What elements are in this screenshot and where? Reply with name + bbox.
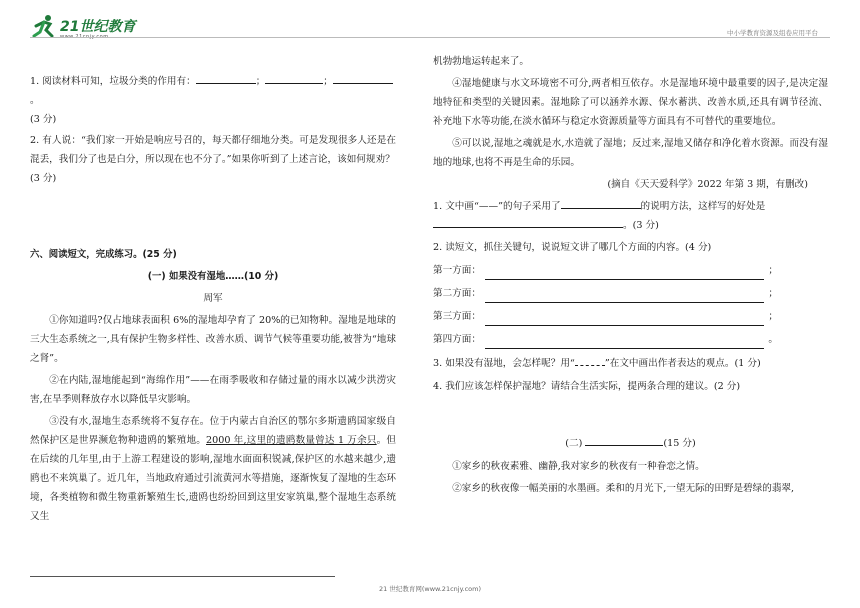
r-question-1: 1. 文中画“——”的句子采用了 的说明方法，这样写的好处是 <box>433 197 828 216</box>
section-6-heading: 六、阅读短文，完成练习。(25 分) <box>30 249 177 260</box>
aspect-row-4: 第四方面： 。 <box>433 329 828 349</box>
right-column <box>433 52 828 498</box>
footnote-divider <box>30 576 335 577</box>
aspect-row-1: 第一方面： ； <box>433 260 828 280</box>
passage-2-sentence-2: ②家乡的秋夜像一幅美丽的水墨画。柔和的月光下,一望无际的田野是碧绿的翡翠, <box>452 483 795 494</box>
header-divider <box>30 37 830 38</box>
passage-1-source: (摘自《天天爱科学》2022 年第 3 期，有删改) <box>607 179 808 190</box>
header-platform-name: 中小学教育资源及组卷应用平台 <box>727 29 818 37</box>
paragraph-3-continued: 机勃勃地运转起来了。 <box>433 56 529 67</box>
r-question-2: 2. 读短文，抓住关键句，说说短文讲了哪几个方面的内容。(4 分) <box>433 242 712 253</box>
paragraph-5: ⑤可以说,湿地之魂就是水,水造就了湿地；反过来,湿地又储存和净化着水资源。而没有湿地的地球,也将不再是生命的乐园。 <box>433 138 828 168</box>
passage-1-author: 周军 <box>203 293 223 304</box>
passage-2-sentence-1: ①家乡的秋夜素雅、幽静,我对家乡的秋夜有一种眷恋之情。 <box>452 461 705 472</box>
aspect-row-2: 第二方面： ； <box>433 283 828 303</box>
underlined-sentence: 2000 年,这里的遗鸥数量曾达 1 万余只 <box>206 435 377 446</box>
question-2: 2. 有人说：“我们家一开始是响应号召的，每天都仔细地分类。可是发现很多人还是在混丢，我们分了也是白分，所以现在也不分了。”如果你听到了上述言论，该如何规劝？ <box>30 135 396 165</box>
paragraph-4: ④湿地健康与水文环境密不可分,两者相互依存。水是湿地环境中最重要的因子,是决定湿地特征和类型的关键因素。湿地除了可以涵养水源、保水蓄洪、改善水质,还具有调节径流、补充地下水等功能,在淡水循环与稳定水资源质量等方面具有不可替代的重要地位。 <box>433 78 828 127</box>
answer-line[interactable] <box>485 267 764 280</box>
logo-text: 21世纪教育 <box>60 19 136 35</box>
passage-2-title: (二) (15 分) <box>433 434 828 453</box>
title-blank[interactable] <box>585 434 663 446</box>
answer-blank[interactable] <box>333 72 393 84</box>
question-2-score: (3 分) <box>30 173 57 184</box>
paragraph-1: ①你知道吗?仅占地球表面积 6%的湿地却孕育了 20%的已知物种。湿地是地球的三大生态系统之一,具有保护生物多样性、改善水质、调节气候等重要功能,被誉为“地球之肾”。 <box>30 315 396 364</box>
paragraph-2: ②在内陆,湿地能起到“海绵作用”——在雨季吸收和存储过量的雨水以减少洪涝灾害,在旱季则释放存水以降低旱灾影响。 <box>30 375 396 405</box>
answer-line[interactable] <box>485 313 764 326</box>
answer-blank[interactable] <box>561 197 641 209</box>
aspect-row-3: 第三方面： ； <box>433 306 828 326</box>
passage-1-title: (一) 如果没有湿地……(10 分) <box>147 271 279 282</box>
question-1: 1. 阅读材料可知，垃圾分类的作用有： ； ；。 <box>30 72 396 110</box>
paragraph-3: ③没有水,湿地生态系统将不复存在。位于内蒙古自治区的鄂尔多斯遗鸥国家级自然保护区是世界濒危物种遗鸥的繁殖地。2000 年,这里的遗鸥数量曾达 1 万余只。但在后续的几年里,由于上游工程建设的影响,湿地水面面积锐减,保护区的水越来越少,遗鸥也不来筑巢了。近几年，当地政府通过引流黄河水等措施，逐渐恢复了湿地的生态环境，各类植物和微生物重新繁殖生长,遗鸥也纷纷回到这里安家筑巢,整个湿地生态系统又生 <box>30 416 397 522</box>
site-logo <box>30 14 140 44</box>
answer-line[interactable] <box>485 290 764 303</box>
left-column <box>30 52 396 526</box>
answer-line[interactable] <box>485 336 764 349</box>
question-1-score: (3 分) <box>30 114 57 125</box>
answer-blank[interactable] <box>433 216 623 228</box>
r-question-3: 3. 如果没有湿地，会怎样呢？用“ ”在文中画出作者表达的观点。(1 分) <box>433 354 828 373</box>
wavy-line-sample <box>575 354 605 366</box>
r-question-4: 4. 我们应该怎样保护湿地？请结合生活实际，提两条合理的建议。(2 分) <box>433 381 741 392</box>
answer-blank[interactable] <box>265 72 323 84</box>
answer-blank[interactable] <box>196 72 256 84</box>
r-question-1-line2: 。(3 分) <box>433 216 828 235</box>
logo-subtext: www.21cnjy.com <box>60 34 109 40</box>
footer-text: 21 世纪教育网(www.21cnjy.com) <box>379 585 481 593</box>
